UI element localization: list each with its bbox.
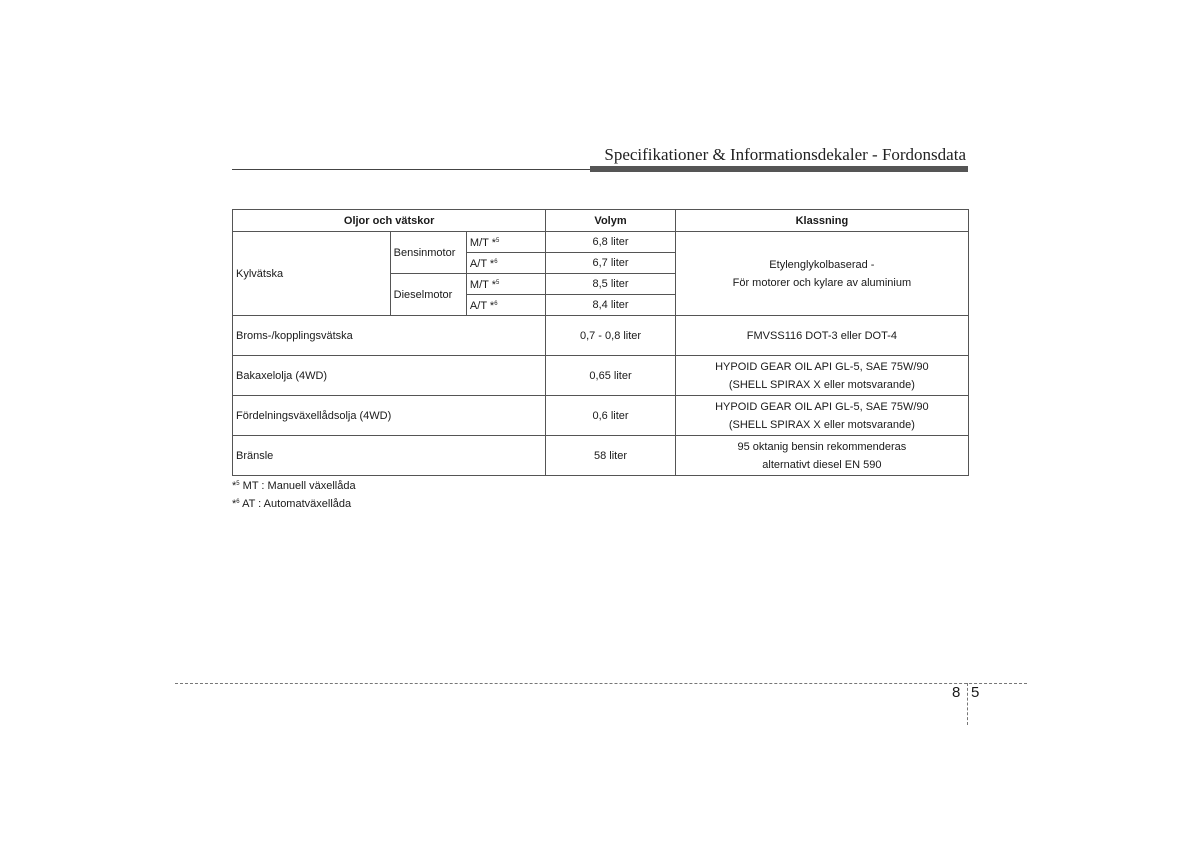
footnote-at: *$^6$ AT : Automatväxellåda (232, 498, 352, 510)
fluid-class: 95 oktanig bensin rekommenderas alternativt diesel EN 590 (675, 436, 968, 476)
fluid-name: Fördelningsväxellådsolja (4WD) (233, 396, 546, 436)
diesel-at-volume: 8,4 liter (546, 295, 676, 316)
page-header-title: Specifikationer & Informationsdekaler - Fordonsdata (604, 145, 966, 164)
fluid-class: HYPOID GEAR OIL API GL-5, SAE 75W/90 (SHELL SPIRAX X eller motsvarande) (675, 396, 968, 436)
header-class: Klassning (675, 210, 968, 232)
page-number: 5 (971, 684, 980, 701)
table-row (233, 316, 969, 356)
fluid-class: HYPOID GEAR OIL API GL-5, SAE 75W/90 (SHELL SPIRAX X eller motsvarande) (675, 356, 968, 396)
fluid-volume: 58 liter (546, 436, 676, 476)
fluid-name: Broms-/kopplingsvätska (233, 316, 546, 356)
diesel-mt-label: M/T *$^5$ (466, 274, 545, 295)
table-row (233, 232, 969, 253)
table-header-row (233, 210, 969, 232)
header-rule-thick (590, 166, 968, 172)
coolant-class: Etylenglykolbaserad - För motorer och kylare av aluminium (675, 232, 968, 316)
footnotes (232, 476, 356, 512)
chapter-number: 8 (952, 684, 961, 701)
header-volume: Volym (546, 210, 676, 232)
petrol-mt-volume: 6,8 liter (546, 232, 676, 253)
petrol-engine-label: Bensinmotor (390, 232, 466, 274)
fluid-class: FMVSS116 DOT-3 eller DOT-4 (675, 316, 968, 356)
diesel-engine-label: Dieselmotor (390, 274, 466, 316)
header-fluid: Oljor och vätskor (233, 210, 546, 232)
table-row (233, 396, 969, 436)
fluid-volume: 0,65 liter (546, 356, 676, 396)
petrol-at-label: A/T *$^6$ (466, 253, 545, 274)
fluid-name: Bakaxelolja (4WD) (233, 356, 546, 396)
footer-dashed-rule (175, 683, 1027, 684)
diesel-at-label: A/T *$^6$ (466, 295, 545, 316)
fluid-volume: 0,6 liter (546, 396, 676, 436)
diesel-mt-volume: 8,5 liter (546, 274, 676, 295)
coolant-label: Kylvätska (233, 232, 391, 316)
table-row (233, 436, 969, 476)
fluids-spec-table (232, 209, 969, 476)
page-number-divider (967, 683, 968, 725)
fluid-name: Bränsle (233, 436, 546, 476)
petrol-at-volume: 6,7 liter (546, 253, 676, 274)
petrol-mt-label: M/T *$^5$ (466, 232, 545, 253)
footnote-mt: *$^5$ MT : Manuell växellåda (232, 480, 356, 492)
header-rule-thin (232, 169, 590, 170)
table-row (233, 356, 969, 396)
fluid-volume: 0,7 - 0,8 liter (546, 316, 676, 356)
